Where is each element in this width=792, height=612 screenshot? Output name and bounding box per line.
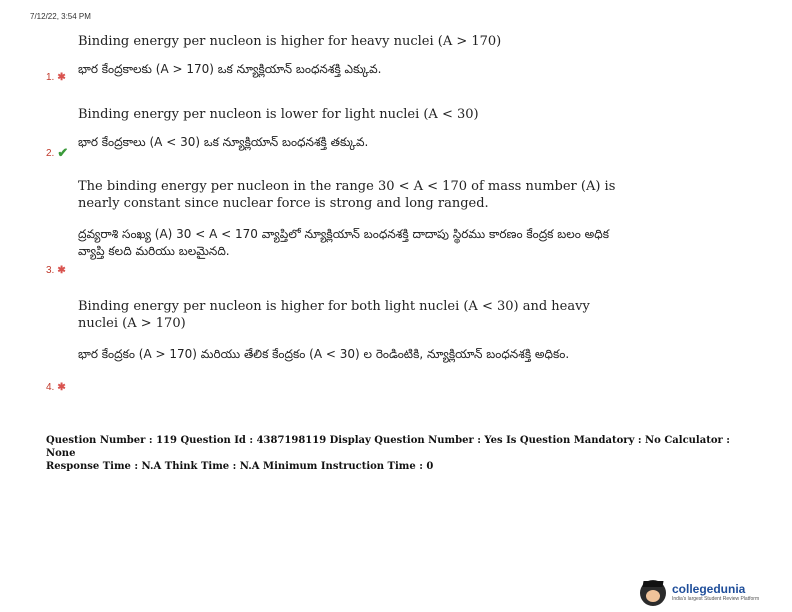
option-2-marker [46, 145, 68, 161]
metadata-line-2: Response Time : N.A Think Time : N.A Minimum Instruction Time : 0 [46, 461, 434, 472]
graduate-avatar-icon [640, 580, 666, 606]
option-1-marker [46, 72, 66, 83]
check-icon: ✔ [57, 145, 69, 160]
brand-name: collegedunia [672, 582, 746, 596]
cross-icon: ✱ [57, 382, 66, 393]
option-4-number: 4. [46, 382, 55, 393]
option-4-telugu: భార కేంద్రకం (A > 170) మరియు తేలిక కేంద్రకం (A < 30) ల రెండింటికి, న్యూక్లియాన్ బంధనశక్తి అధికం. [78, 347, 570, 361]
option-2-number: 2. [46, 147, 55, 159]
option-1-telugu: భార కేంద్రకాలకు (A > 170) ఒక న్యూక్లియాన్ బంధనశక్తి ఎక్కువ. [78, 62, 382, 76]
option-3-number: 3. [46, 265, 55, 276]
option-1-english: Binding energy per nucleon is higher for heavy nuclei (A > 170) [78, 34, 502, 49]
option-2-english: Binding energy per nucleon is lower for light nuclei (A < 30) [78, 107, 479, 122]
cross-icon: ✱ [57, 265, 66, 276]
option-2-telugu: భార కేంద్రకాలు (A < 30) ఒక న్యూక్లియాన్ బంధనశక్తి తక్కువ. [78, 135, 369, 149]
option-4-english: Binding energy per nucleon is higher for both light nuclei (A < 30) and heavy nuclei (A > 170) [78, 299, 590, 331]
collegedunia-logo [640, 578, 790, 608]
option-1-number: 1. [46, 72, 55, 83]
option-3-telugu: ద్రవ్యరాశి సంఖ్య (A) 30 < A < 170 వ్యాప్తిలో న్యూక్లియాన్ బంధనశక్తి దాదాపు స్థిరము కారణం కేంద్రక బలం అధిక వ్యాప్తి కలది మరియు బలమైనది. [78, 227, 609, 258]
print-timestamp: 7/12/22, 3:54 PM [30, 12, 91, 21]
brand-tagline: India's largest Student Review Platform [672, 596, 760, 602]
option-3-marker [46, 265, 66, 276]
metadata-line-1: Question Number : 119 Question Id : 4387198119 Display Question Number : Yes Is Question Mandatory : No Calculator : None [46, 435, 730, 459]
option-4-marker [46, 382, 66, 393]
cross-icon: ✱ [57, 72, 66, 83]
question-metadata [46, 434, 746, 473]
option-3-english: The binding energy per nucleon in the range 30 < A < 170 of mass number (A) is nearly constant since nuclear force is strong and long ranged. [78, 179, 616, 211]
